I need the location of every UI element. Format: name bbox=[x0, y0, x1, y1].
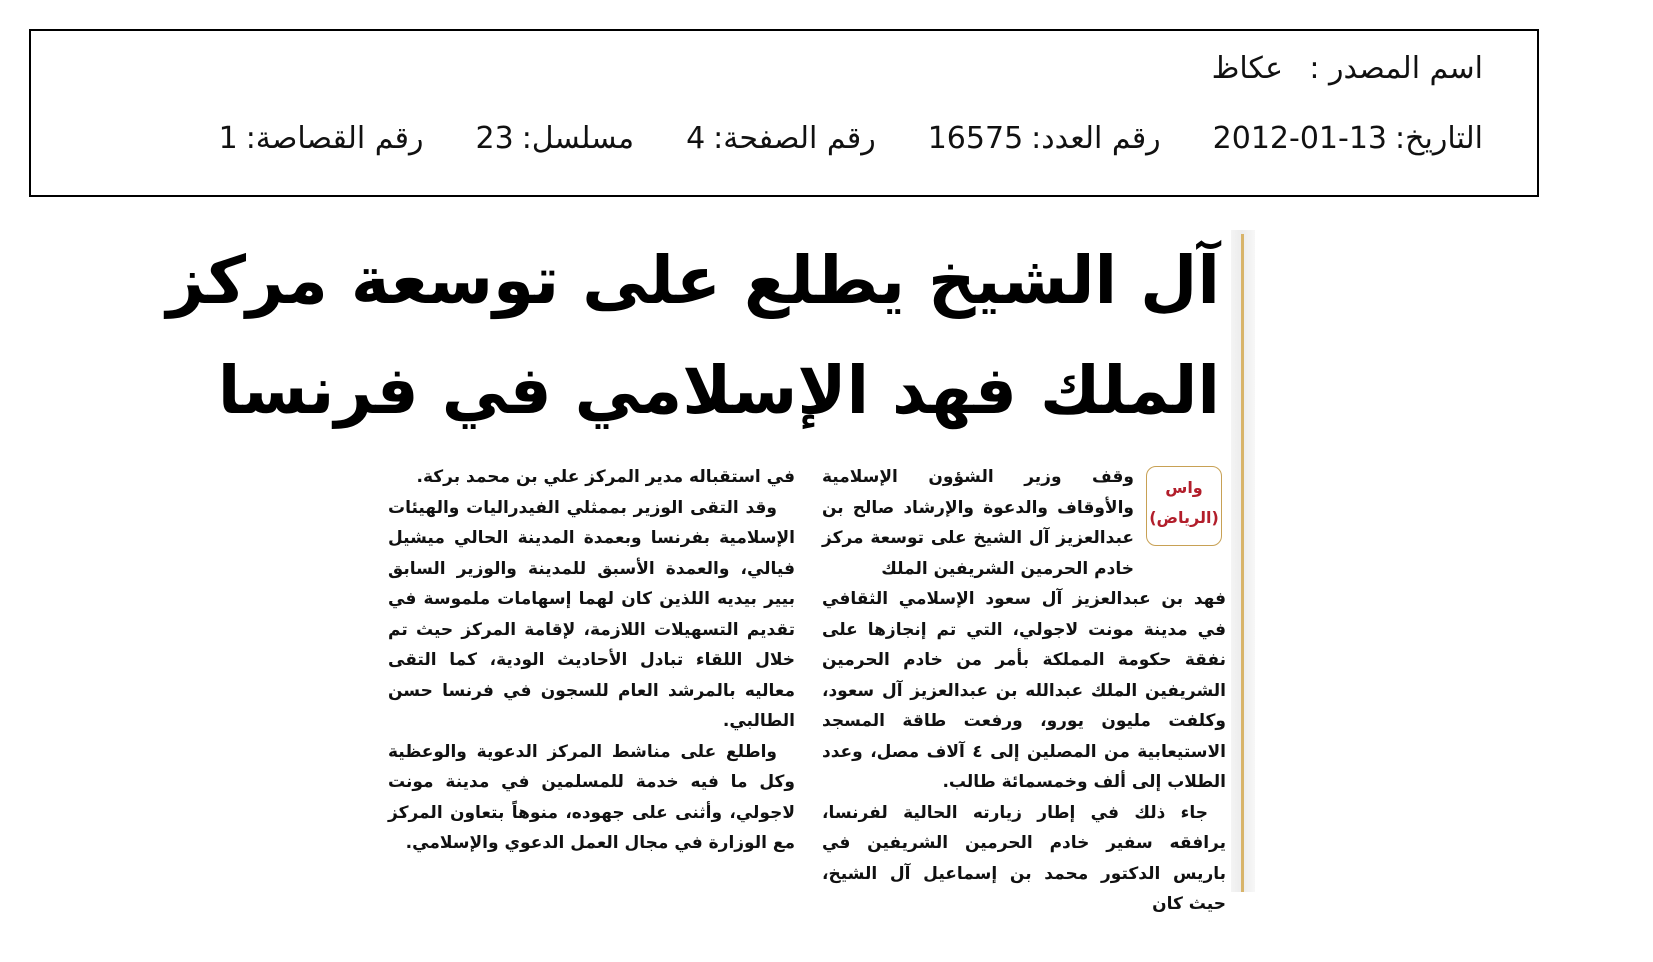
issue-label: رقم العدد: bbox=[1031, 121, 1161, 156]
date-field bbox=[1213, 121, 1483, 156]
byline-city: (الرياض) bbox=[1149, 508, 1219, 527]
source-row bbox=[1212, 51, 1483, 86]
serial-value: 23 bbox=[475, 121, 514, 156]
date-label: التاريخ: bbox=[1395, 121, 1483, 156]
article-column-right bbox=[822, 462, 1226, 920]
paragraph-intro: وقف وزير الشؤون الإسلامية والأوقاف والدعوة والإرشاد صالح بن عبدالعزيز آل الشيخ على توسعة مركز خادم الحرمين الشريفين الملك bbox=[822, 467, 1134, 579]
source-value: عكاظ bbox=[1211, 51, 1283, 86]
gold-rule-divider bbox=[1241, 234, 1244, 892]
article-column-left bbox=[388, 462, 795, 859]
clipping-metadata-box bbox=[29, 29, 1539, 197]
details-row bbox=[219, 121, 1483, 156]
paragraph-intro-continued: فهد بن عبدالعزيز آل سعود الإسلامي الثقافي في مدينة مونت لاجولي، التي تم إنجازها على نفقة حكومة المملكة بأمر من خادم الحرمين الشريفين الملك عبدالله بن عبدالعزيز آل سعود، وكلفت مليون يورو، ورفعت طاقة المسجد الاستيعابية من المصلين إلى ٤ آلاف مصل، وعدد الطلاب إلى ألف وخمسمائة طالب. bbox=[822, 589, 1227, 792]
page-label: رقم الصفحة: bbox=[713, 121, 876, 156]
clip-number-value: 1 bbox=[218, 121, 238, 156]
paragraph-reception: في استقباله مدير المركز علي بن محمد بركة. bbox=[416, 467, 795, 487]
page-value: 4 bbox=[686, 121, 706, 156]
newspaper-clipping bbox=[166, 230, 1260, 914]
headline-line-1: آل الشيخ يطلع على توسعة مركز bbox=[166, 242, 1220, 319]
page-field bbox=[686, 121, 876, 156]
paragraph-meetings: وقد التقى الوزير بممثلي الفيدراليات والهيئات الإسلامية بفرنسا وبعمدة المدينة الحالي ميشيل فيالي، والعمدة الأسبق للمدينة والوزير السابق بيير بيديه اللذين كان لهما إسهامات ملموسة في تقديم التسهيلات اللازمة، لإقامة المركز حيث تم خلال اللقاء تبادل الأحاديث الودية، كما التقى معاليه بالمرشد العام للسجون في فرنسا حسن الطالبي. bbox=[388, 497, 795, 731]
source-label: اسم المصدر : bbox=[1309, 51, 1483, 86]
paragraph-visit: جاء ذلك في إطار زيارته الحالية لفرنسا، يرافقه سفير خادم الحرمين الشريفين في باريس الدكتور محمد بن إسماعيل آل الشيخ، حيث كان bbox=[822, 802, 1226, 914]
clip-number-field bbox=[219, 121, 424, 156]
clip-number-label: رقم القصاصة: bbox=[245, 121, 424, 156]
serial-label: مسلسل: bbox=[521, 121, 635, 156]
date-value: 2012-01-13 bbox=[1212, 121, 1388, 156]
issue-value: 16575 bbox=[927, 121, 1024, 156]
headline-line-2: الملك فهد الإسلامي في فرنسا bbox=[217, 352, 1220, 429]
paragraph-activities: واطلع على مناشط المركز الدعوية والوعظية وكل ما فيه خدمة للمسلمين في مدينة مونت لاجولي، وأثنى على جهوده، منوهاً بتعاون المركز مع الوزارة في مجال العمل الدعوي والإسلامي. bbox=[388, 741, 795, 853]
issue-field bbox=[928, 121, 1161, 156]
byline-agency: واس bbox=[1165, 478, 1203, 497]
serial-field bbox=[476, 121, 635, 156]
